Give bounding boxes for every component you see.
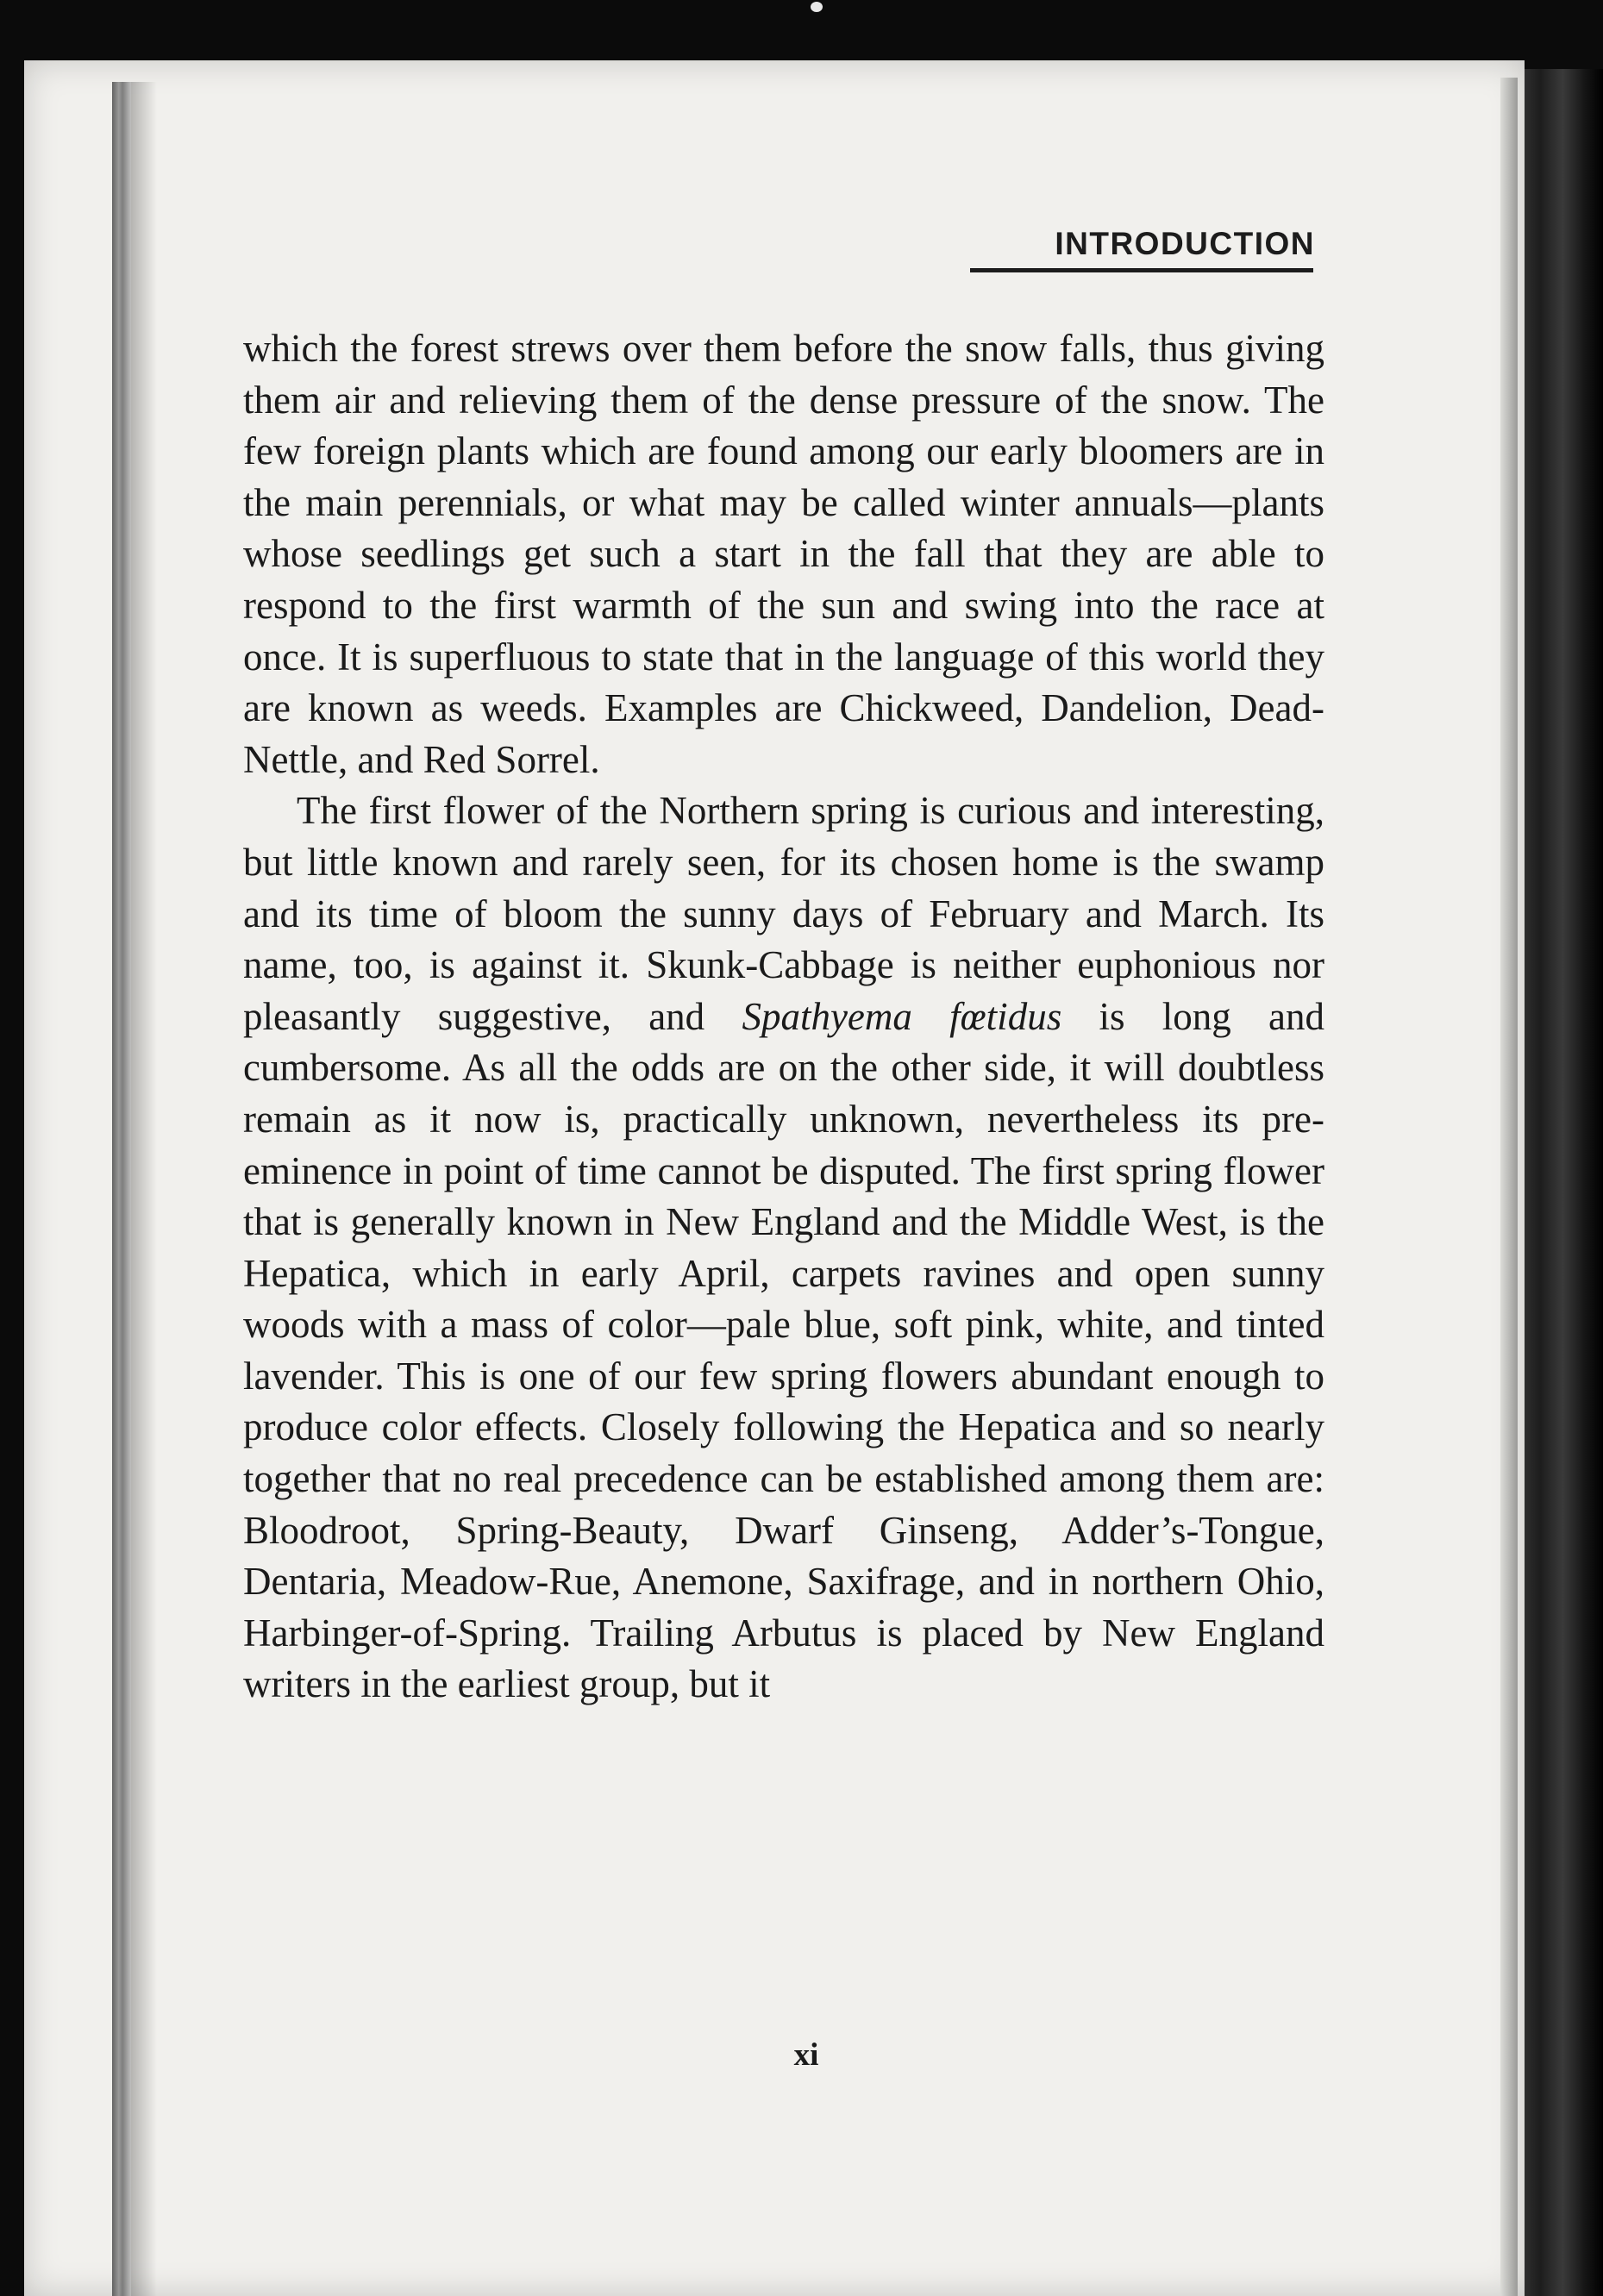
body-text — [243, 323, 1324, 1711]
running-header: INTRODUCTION — [1055, 226, 1315, 261]
paragraph-2-text-end: is long and cumbersome. As all the odds are on the other side, it will doubtless remain as it now is, practically unknown, nevertheless its pre-eminence in point of time cannot be disputed. The first spring flower that is generally known in New England and the Middle West, is the Hepatica, which in early April, carpets ravines and open sunny woods with a mass of color—pale blue, soft pink, white, and tinted lavender. This is one of our few spring flowers abundant enough to produce color effects. Closely following the Hepatica and so nearly together that no real precedence can be established among them are: Bloodroot, Spring-Beauty, Dwarf Ginseng, Adder’s-Tongue, Dentaria, Meadow-Rue, Anemone, Saxifrage, and in northern Ohio, Harbinger-of-Spring. Trailing Arbutus is placed by New England writers in the earliest group, but it — [243, 994, 1324, 1706]
paragraph-2 — [243, 785, 1324, 1711]
species-name: Spathyema fœtidus — [742, 994, 1062, 1038]
book-fore-edge — [1513, 69, 1603, 2296]
paragraph-2-text-start: The first flower of the Northern spring is curious and interesting, but little known and rarely seen, for its chosen home is the swamp and its time of bloom the sunny days of February and March. Its name, too, is against it. Skunk-Cabbage is neither euphonious nor pleasantly suggestive, and — [243, 789, 1324, 1038]
page-number: xi — [793, 2037, 819, 2073]
gutter-shadow — [131, 82, 157, 2296]
book-gutter — [112, 82, 131, 2296]
paragraph-1: which the forest strews over them before the snow falls, thus giving them air and relieving them of the dense pressure of the snow. The few foreign plants which are found among our early bloomers are in the main perennials, or what may be called winter annuals—plants whose seedlings get such a start in the fall that they are able to respond to the first warmth of the sun and swing into the race at once. It is superfluous to state that in the language of this world they are known as weeds. Examples are Chickweed, Dandelion, Dead-Nettle, and Red Sorrel. — [243, 327, 1324, 781]
page-edge — [1500, 78, 1518, 2296]
scan-speck — [811, 2, 823, 12]
header-rule — [970, 268, 1313, 272]
